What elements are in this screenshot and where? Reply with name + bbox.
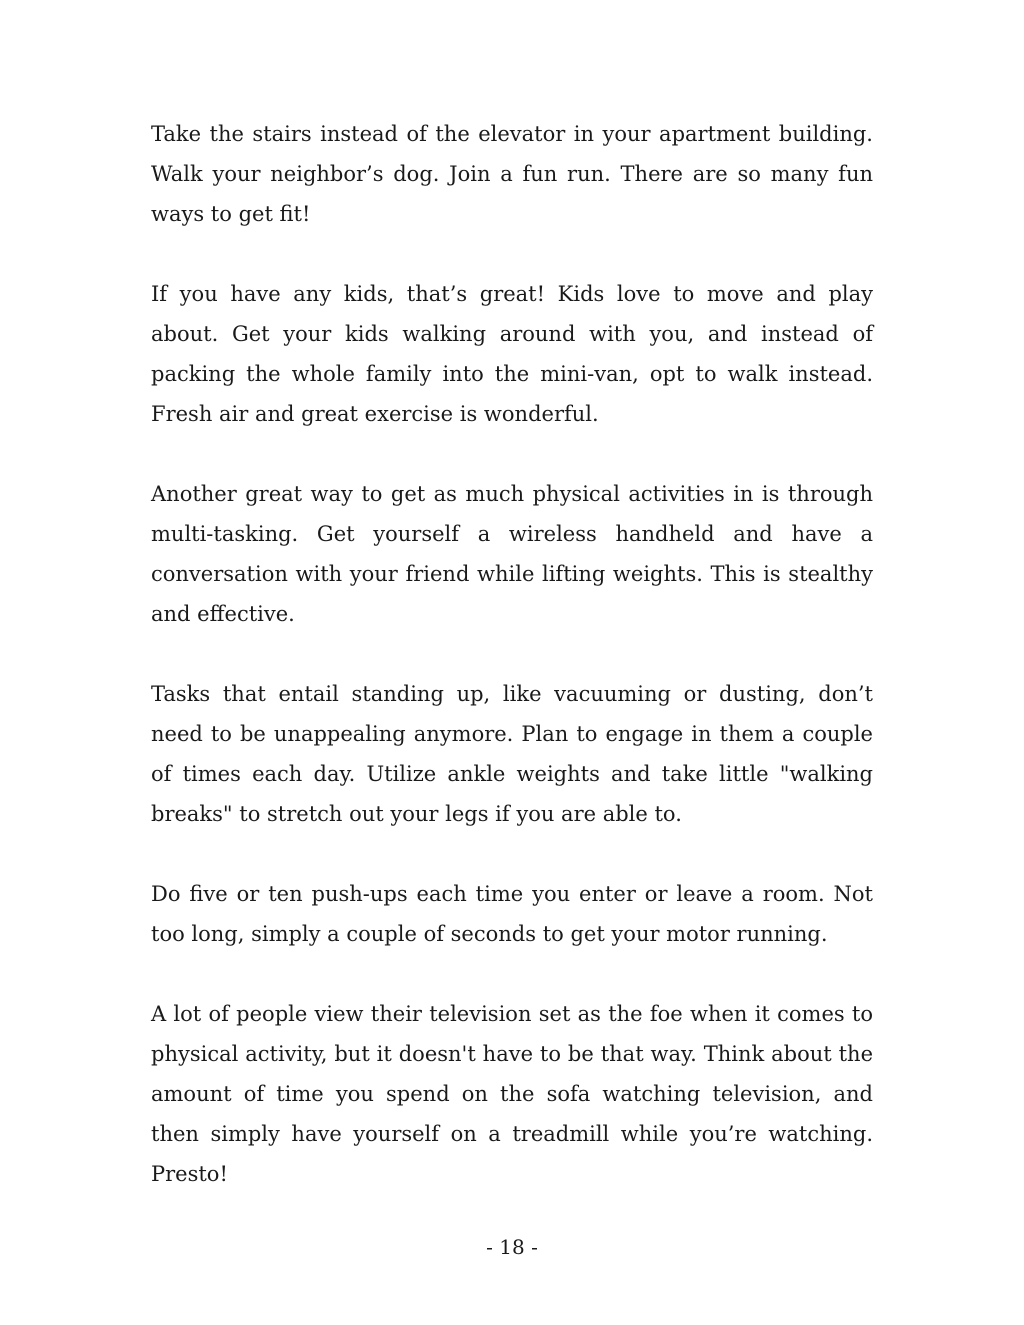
paragraph-pushups: Do five or ten push-ups each time you enter or leave a room. Not too long, simply a couple of seconds to get your motor running.: [151, 882, 873, 946]
page-number: - 18 -: [486, 1235, 538, 1259]
paragraph-multitasking: Another great way to get as much physical activities in is through multi-tasking. Get yourself a wireless handheld and have a conversation with your friend while lifting weights. This is stealthy and effective.: [151, 482, 873, 626]
document-body: [151, 114, 873, 1194]
paragraph-stairs: Take the stairs instead of the elevator in your apartment building. Walk your neighbor’s dog. Join a fun run. There are so many fun ways to get fit!: [151, 122, 873, 226]
paragraph-chores: Tasks that entail standing up, like vacuuming or dusting, don’t need to be unappealing anymore. Plan to engage in them a couple of times each day. Utilize ankle weights and take little "walking breaks" to stretch out your legs if you are able to.: [151, 682, 873, 826]
paragraph-kids: If you have any kids, that’s great! Kids love to move and play about. Get your kids walking around with you, and instead of packing the whole family into the mini-van, opt to walk instead. Fresh air and great exercise is wonderful.: [151, 282, 873, 426]
paragraph-television: A lot of people view their television set as the foe when it comes to physical activity, but it doesn't have to be that way. Think about the amount of time you spend on the sofa watching television, and then simply have yourself on a treadmill while you’re watching. Presto!: [151, 1002, 873, 1186]
